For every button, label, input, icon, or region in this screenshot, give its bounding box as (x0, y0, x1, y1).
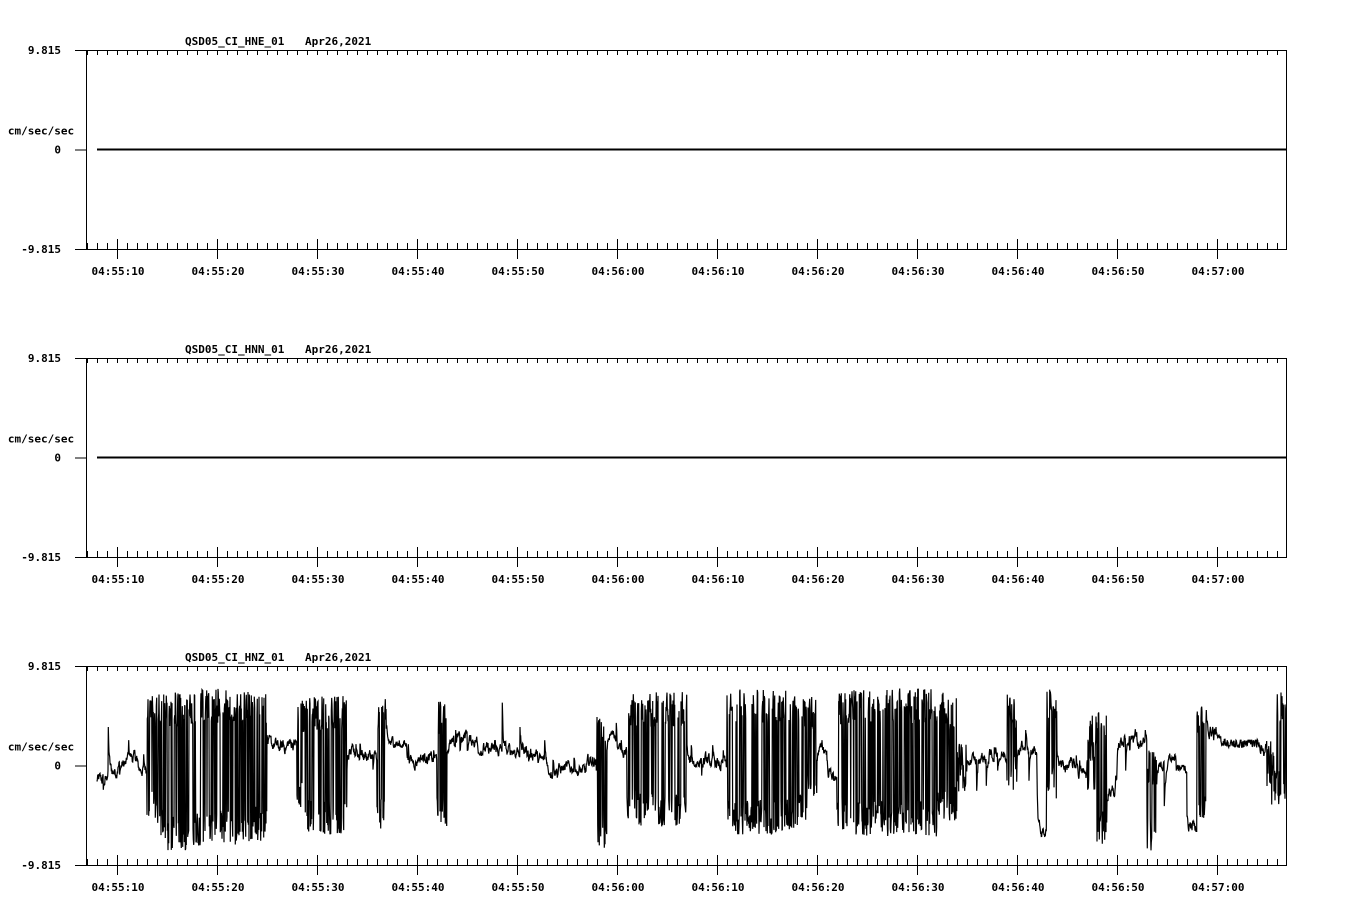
x-tick-label: 04:56:20 (791, 573, 845, 586)
x-tick-label: 04:55:50 (491, 573, 545, 586)
x-tick-label: 04:56:30 (891, 265, 945, 278)
x-tick-label: 04:55:50 (491, 265, 545, 278)
panel-qsd05_ci_hnn_01 (8, 343, 1287, 586)
x-tick-label: 04:56:50 (1091, 573, 1145, 586)
x-tick-label: 04:56:10 (691, 881, 745, 894)
x-tick-label: 04:56:00 (591, 881, 645, 894)
y-tick-label: -9.815 (21, 243, 61, 256)
x-tick-label: 04:55:50 (491, 881, 545, 894)
x-tick-label: 04:56:30 (891, 881, 945, 894)
x-tick-label: 04:56:20 (791, 881, 845, 894)
trace-line (97, 689, 1286, 851)
x-tick-label: 04:56:10 (691, 265, 745, 278)
panel-qsd05_ci_hnz_01 (8, 651, 1287, 894)
x-tick-label: 04:56:30 (891, 573, 945, 586)
x-tick-label: 04:55:40 (391, 265, 445, 278)
x-tick-label: 04:55:40 (391, 573, 445, 586)
x-tick-label: 04:56:10 (691, 573, 745, 586)
x-tick-label: 04:55:20 (191, 881, 245, 894)
x-tick-label: 04:55:10 (91, 881, 145, 894)
x-tick-label: 04:55:20 (191, 573, 245, 586)
y-tick-label: -9.815 (21, 859, 61, 872)
y-axis-label: cm/sec/sec (7, 740, 75, 754)
x-tick-label: 04:56:40 (991, 265, 1045, 278)
panel-title: QSD05_CI_HNE_01 (185, 35, 285, 48)
y-tick-label: 9.815 (27, 352, 61, 365)
panel-date: Apr26,2021 (305, 35, 372, 48)
x-tick-label: 04:56:40 (991, 573, 1045, 586)
x-tick-label: 04:56:40 (991, 881, 1045, 894)
x-tick-label: 04:57:00 (1191, 265, 1245, 278)
x-tick-label: 04:56:50 (1091, 265, 1145, 278)
x-tick-label: 04:56:50 (1091, 881, 1145, 894)
y-tick-label: 9.815 (27, 44, 61, 57)
x-tick-label: 04:56:20 (791, 265, 845, 278)
x-tick-label: 04:55:40 (391, 881, 445, 894)
panel-date: Apr26,2021 (305, 343, 372, 356)
panel-date: Apr26,2021 (305, 651, 372, 664)
x-tick-label: 04:55:10 (91, 265, 145, 278)
x-tick-label: 04:55:30 (291, 265, 345, 278)
x-tick-label: 04:56:00 (591, 573, 645, 586)
y-tick-label: 0 (54, 451, 61, 465)
y-tick-label: -9.815 (21, 551, 61, 564)
panel-qsd05_ci_hne_01 (8, 35, 1287, 278)
y-tick-label: 9.815 (27, 660, 61, 673)
x-tick-label: 04:57:00 (1191, 573, 1245, 586)
y-tick-label: 0 (54, 143, 61, 157)
x-tick-label: 04:55:20 (191, 265, 245, 278)
x-tick-label: 04:57:00 (1191, 881, 1245, 894)
y-tick-label: 0 (54, 759, 61, 773)
x-tick-label: 04:55:30 (291, 573, 345, 586)
y-axis-label: cm/sec/sec (7, 432, 75, 446)
x-tick-label: 04:56:00 (591, 265, 645, 278)
x-tick-label: 04:55:30 (291, 881, 345, 894)
x-tick-label: 04:55:10 (91, 573, 145, 586)
panel-title: QSD05_CI_HNN_01 (185, 343, 285, 356)
y-axis-label: cm/sec/sec (7, 124, 75, 138)
panel-title: QSD05_CI_HNZ_01 (185, 651, 285, 664)
